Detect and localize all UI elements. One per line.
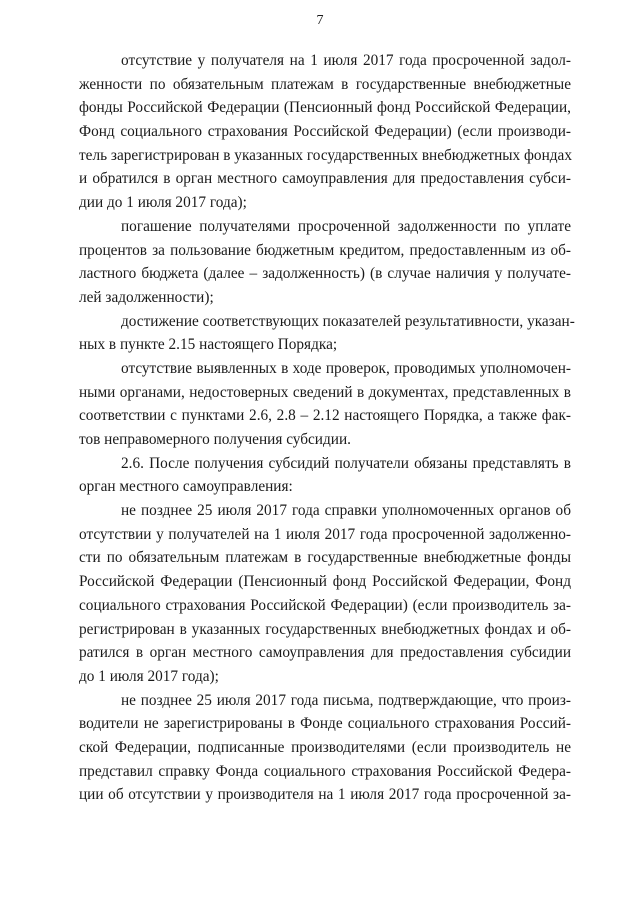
text-line: отсутствие выявленных в ходе проверок, проводимых уполномочен- (121, 359, 571, 377)
text-line: процентов за пользование бюджетным кредитом, предоставленным из об- (79, 241, 571, 259)
text-line: ской Федерации, подписанные производителями (если производитель не (79, 738, 571, 756)
text-line: лей задолженности); (79, 288, 214, 306)
text-line: женности по обязательным платежам в государственные внебюджетные (79, 75, 571, 93)
text-line: тов неправомерного получения субсидии. (79, 431, 351, 448)
text-line: отсутствие у получателя на 1 июля 2017 года просроченной задол- (121, 52, 571, 69)
text-line: сти по обязательным платежам в государственные внебюджетные фонды (79, 549, 571, 567)
text-line: ными органами, недостоверных сведений в документах, представленных в (79, 383, 571, 401)
text-line: орган местного самоуправления: (79, 478, 293, 496)
body-text (79, 49, 575, 807)
text-line: социального страхования Российской Федерации) (если производитель за- (79, 596, 571, 614)
text-line: не позднее 25 июля 2017 года письма, подтверждающие, что произ- (121, 691, 571, 709)
page-number: 7 (316, 13, 324, 28)
text-line: отсутствии у получателей на 1 июля 2017 года просроченной задолженно- (79, 525, 571, 543)
text-line: представил справку Фонда социального страхования Российской Федера- (79, 762, 571, 780)
text-line: соответствии с пунктами 2.6, 2.8 – 2.12 настоящего Порядка, а также фак- (79, 407, 571, 425)
text-line: ратился в орган местного самоуправления для предоставления субсидии (79, 644, 571, 662)
text-line: водители не зарегистрированы в Фонде социального страхования Россий- (79, 715, 571, 733)
text-line: ции об отсутствии у производителя на 1 июля 2017 года просроченной за- (79, 786, 571, 804)
text-line: Фонд социального страхования Российской Федерации) (если производи- (79, 123, 571, 141)
text-line: фонды Российской Федерации (Пенсионный фонд Российской Федерации, (79, 99, 571, 117)
text-line: тель зарегистрирован в указанных государственных внебюджетных фондах (79, 146, 572, 164)
text-line: Российской Федерации (Пенсионный фонд Российской Федерации, Фонд (79, 573, 571, 591)
text-line: ных в пункте 2.15 настоящего Порядка; (79, 336, 338, 354)
text-line: дии до 1 июля 2017 года); (79, 194, 247, 212)
text-line: регистрирован в указанных государственных внебюджетных фондах и об- (79, 620, 571, 638)
text-line: и обратился в орган местного самоуправления для предоставления субси- (79, 170, 571, 188)
text-line: достижение соответствующих показателей результативности, указан- (121, 312, 575, 330)
text-line: ластного бюджета (далее – задолженность) (в случае наличия у получате- (79, 265, 571, 283)
text-line: до 1 июля 2017 года); (79, 667, 219, 685)
text-line: 2.6. После получения субсидий получатели обязаны представлять в (121, 454, 571, 472)
text-line: погашение получателями просроченной задолженности по уплате (121, 217, 571, 235)
text-line: не позднее 25 июля 2017 года справки уполномоченных органов об (121, 502, 571, 520)
